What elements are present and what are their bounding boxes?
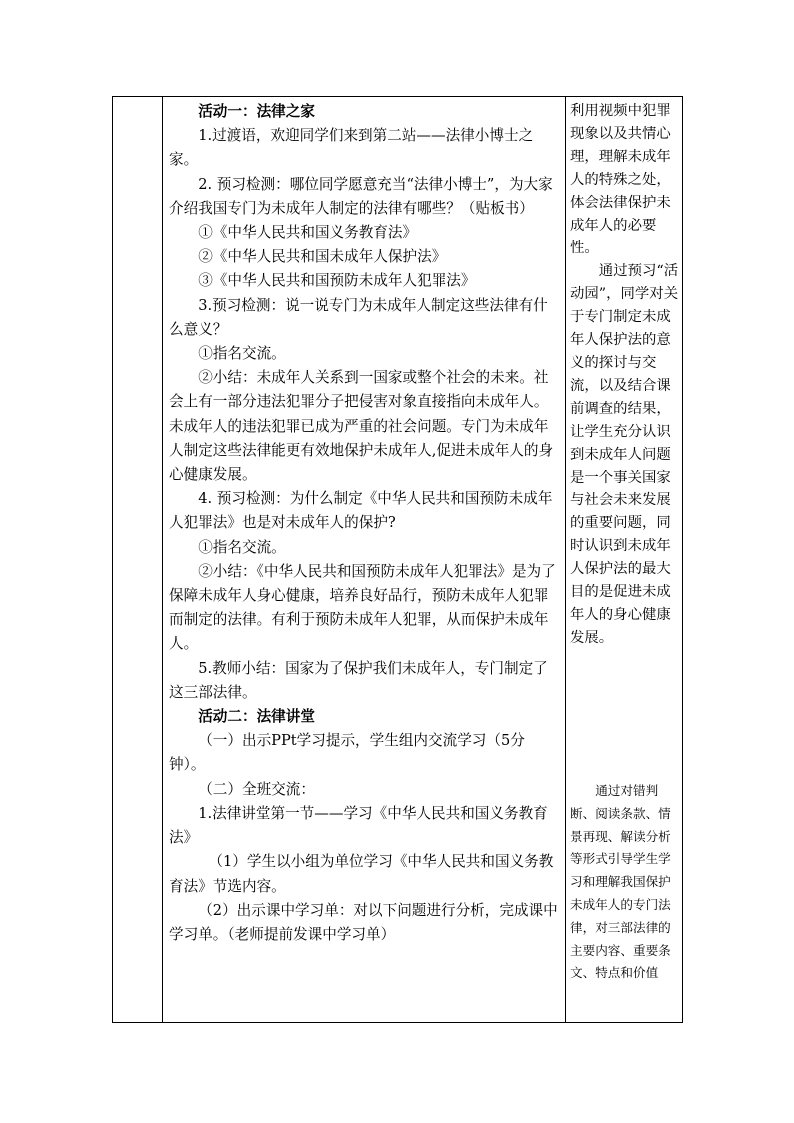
activity1-step4-exchange: ①指名交流。 <box>198 538 286 556</box>
activity2-lesson1-step2: （2）出示课中学习单：对以下问题进行分析，完成课中学习单。（老师提前发课中学习单） <box>169 901 558 943</box>
law-item-2: ②《中华人民共和国未成年人保护法》 <box>198 248 447 266</box>
law-item-3: ③《中华人民共和国预防未成年人犯罪法》 <box>198 272 476 290</box>
design-intent-cell-top <box>570 100 681 650</box>
design-note-1: 利用视频中犯罪现象以及共情心理，理解未成年人的特殊之处，体会法律保护未成年人的必要性。 <box>570 103 671 257</box>
activity2-title: 活动二：法律讲堂 <box>198 708 315 726</box>
law-item-1: ①《中华人民共和国义务教育法》 <box>198 224 418 242</box>
activity1-title: 活动一：法律之家 <box>198 103 315 120</box>
teaching-process-cell <box>169 100 561 947</box>
activity1-step2: 2. 预习检测：哪位同学愿意充当“法律小博士”，为大家介绍我国专门为未成年人制定的法律有哪些？（贴板书） <box>169 175 553 217</box>
column-divider-right <box>565 97 566 1022</box>
activity1-step5: 5.教师小结：国家为了保护我们未成年人，专门制定了这三部法律。 <box>169 659 548 701</box>
design-note-2: 通过预习“活动园”，同学对关于专门制定未成年人保护法的意义的探讨与交流，以及结合课前调查的结果，让学生充分认识到未成年人问题是一个事关国家与社会未来发展的重要问题，同时认识到未成年人保护法的最大目的是促进未成年人的身心健康发展。 <box>570 263 679 646</box>
activity2-lesson1: 1.法律讲堂第一节——学习《中华人民共和国义务教育法》 <box>169 804 548 847</box>
design-intent-cell-bottom <box>570 780 681 985</box>
activity1-step1: 1.过渡语，欢迎同学们来到第二站——法律小博士之家。 <box>169 127 534 169</box>
design-note-3: 通过对错判断、阅读条款、情景再现、解读分析等形式引导学生学习和理解我国保护未成年人的专门法律，对三部法律的主要内容、重要条文、特点和价值 <box>570 783 671 981</box>
activity1-step4-summary: ②小结：《中华人民共和国预防未成年人犯罪法》是为了保障未成年人身心健康，培养良好品行，预防未成年人犯罪而制定的法律。有利于预防未成年人犯罪，从而保护未成年人。 <box>169 562 556 653</box>
activity1-step3: 3.预习检测：说一说专门为未成年人制定这些法律有什么意义？ <box>169 296 548 338</box>
column-divider-left <box>162 97 163 1022</box>
activity2-part1: （一）出示PPt学习提示，学生组内交流学习（5分钟）。 <box>169 732 525 774</box>
activity1-step3-summary: ②小结：未成年人关系到一国家或整个社会的未来。社会上有一部分违法犯罪分子把侵害对象直接指向未成年人。未成年人的违法犯罪已成为严重的社会问题。专门为未成年人制定这些法律能更有效地保护未成年人,促进未成年人的身心健康发展。 <box>169 369 554 484</box>
activity2-lesson1-step1: （1）学生以小组为单位学习《中华人民共和国义务教育法》节选内容。 <box>169 853 554 895</box>
activity1-step3-exchange: ①指名交流。 <box>198 345 286 363</box>
activity1-step4: 4. 预习检测：为什么制定《中华人民共和国预防未成年人犯罪法》也是对未成年人的保护? <box>169 490 553 532</box>
lesson-plan-table <box>112 96 683 1023</box>
activity2-part2: （二）全班交流： <box>198 780 315 798</box>
